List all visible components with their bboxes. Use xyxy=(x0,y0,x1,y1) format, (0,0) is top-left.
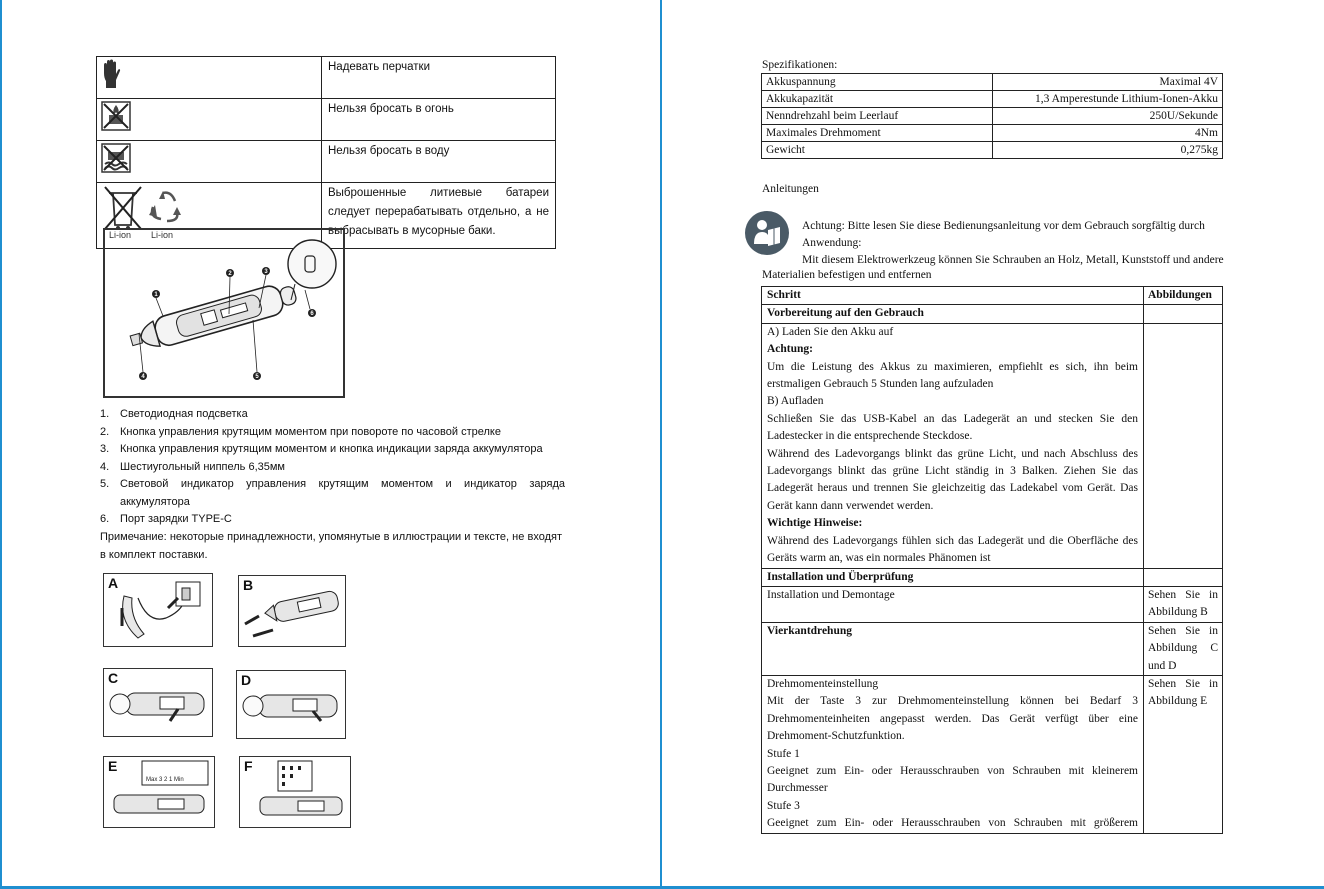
figure-e xyxy=(103,756,215,828)
liion-label: Li-ion xyxy=(151,230,174,239)
list-item: 1. Светодиодная подсветка xyxy=(100,408,248,420)
symbol-row xyxy=(97,141,556,183)
spec-table xyxy=(761,73,1223,159)
step-content: Drehmomenteinstellung Mit der Taste 3 zur Drehmomenteinstellung können bei Bedarf 3 Drehmomenteinheiten angepasst werden. Das Gerät verfügt über eine Drehmoment-Schutzfunktion. Stufe 1 Geeignet zum Ein- oder Herausschrauben von Schrauben mit kleinerem Durchmesser Stufe 3 Geeignet zum Ein- oder Herausschrauben von Schrauben mit größerem xyxy=(762,675,1144,833)
figure-label: D xyxy=(241,672,252,688)
figure-label: A xyxy=(108,575,119,591)
safety-symbols-table xyxy=(96,56,556,249)
symbol-row xyxy=(97,99,556,141)
callout-label: 6 xyxy=(310,311,314,317)
screwdriver-diagram-icon xyxy=(105,230,343,396)
figure-label: B xyxy=(243,577,254,593)
symbol-cell xyxy=(97,141,322,183)
symbol-text: Выброшенные литиевые батареи следует перерабатывать отдельно, а не выбрасывать в мусорные баки. xyxy=(322,183,556,249)
materials-line: Materialien befestigen und entfernen xyxy=(762,269,932,281)
table-row: Gewicht 0,275kg xyxy=(762,142,1223,159)
product-diagram xyxy=(103,228,345,398)
liion-label: Li-ion xyxy=(109,230,132,239)
step-content: Installation und Demontage xyxy=(762,586,1144,622)
symbol-text: Нельзя бросать в воду xyxy=(322,141,556,183)
table-row xyxy=(762,622,1223,675)
symbol-cell xyxy=(97,57,322,99)
figure-label: F xyxy=(244,758,253,774)
callout-label: 5 xyxy=(255,374,259,380)
figure-b xyxy=(238,575,346,647)
glove-icon xyxy=(101,59,121,89)
callout-label: 1 xyxy=(154,292,158,298)
list-item: 5. Световой индикатор управления крутящим моментом и индикатор заряда аккумулятора xyxy=(100,478,565,508)
figure-ref: Sehen Sie in Abbildung C und D xyxy=(1144,622,1223,675)
figure-ref: Sehen Sie in Abbildung B xyxy=(1144,586,1223,622)
bit-insert-figure-icon xyxy=(239,576,345,646)
section-heading: Vorbereitung auf den Gebrauch xyxy=(762,305,1144,323)
figure-label: C xyxy=(108,670,119,686)
table-row: Akkukapazität 1,3 Amperestunde Lithium-Ionen-Akku xyxy=(762,91,1223,108)
table-row xyxy=(762,305,1223,323)
rotation-figure-icon xyxy=(237,671,345,738)
steps-table xyxy=(761,286,1223,834)
step-content: Vierkantdrehung xyxy=(762,622,1144,675)
spec-title: Spezifikationen: xyxy=(762,59,838,71)
table-row: Maximales Drehmoment 4Nm xyxy=(762,125,1223,142)
attention-line: Mit diesem Elektrowerkzeug können Sie Schrauben an Holz, Metall, Kunststoff und andere xyxy=(802,254,1224,266)
symbol-text: Надевать перчатки xyxy=(322,57,556,99)
left-page xyxy=(0,0,661,889)
list-item: 4. Шестиугольный ниппель 6,35мм xyxy=(100,460,285,473)
list-item: 3. Кнопка управления крутящим моментом и кнопка индикации заряда аккумулятора xyxy=(100,443,543,455)
table-row xyxy=(762,323,1223,568)
figure-d xyxy=(236,670,346,739)
column-header: Abbildungen xyxy=(1144,287,1223,305)
no-fire-icon xyxy=(101,101,131,131)
charging-figure-icon xyxy=(104,574,212,646)
no-water-icon xyxy=(101,143,131,173)
symbol-text: Нельзя бросать в огонь xyxy=(322,99,556,141)
attention-line: Achtung: Bitte lesen Sie diese Bedienungsanleitung vor dem Gebrauch sorgfältig durch xyxy=(802,220,1205,232)
symbol-cell xyxy=(97,99,322,141)
figure-a xyxy=(103,573,213,647)
figure-c xyxy=(103,668,213,737)
callout-label: 4 xyxy=(141,374,145,380)
step-content: A) Laden Sie den Akku auf Achtung: Um die Leistung des Akkus zu maximieren, empfiehlt es sich, ihn beim erstmaligen Gebrauch 5 Stunden lang aufzuladen B) Aufladen Schließen Sie das USB-Kabel an das Ladegerät an und stecken Sie den Ladestecker in die entsprechende Steckdose. Während des Ladevorgangs blinkt das grüne Licht, und nach Abschluss des Ladevorgangs blinkt das grüne Licht ständig in 3 Balken. Ziehen Sie das Ladegerät heraus und trennen Sie gleichzeitig das Ladekabel vom Gerät. Das Gerät kann dann verwendet werden. Wichtige Hinweise: Während des Ladevorgangs fühlen sich das Ladegerät und die Oberfläche des Geräts warm an, was ein normales Phänomen ist xyxy=(762,323,1144,568)
torque-setting-figure-icon xyxy=(104,757,214,827)
rotation-figure-icon xyxy=(104,669,212,736)
instructions-heading: Anleitungen xyxy=(762,183,819,195)
column-header: Schritt xyxy=(762,287,1144,305)
figure-ref: Sehen Sie in Abbildung E xyxy=(1144,675,1223,833)
table-row xyxy=(762,586,1223,622)
note-text: Примечание: некоторые принадлежности, упомянутые в иллюстрации и тексте, не входят в комплект поставки. xyxy=(100,531,562,561)
torque-scale-label: Max 3 2 1 Min xyxy=(146,777,184,783)
table-row: Nenndrehzahl beim Leerlauf 250U/Sekunde xyxy=(762,108,1223,125)
attention-line: Anwendung: xyxy=(802,237,862,249)
section-heading: Installation und Überprüfung xyxy=(762,568,1144,586)
table-row: Akkuspannung Maximal 4V xyxy=(762,74,1223,91)
indicator-figure-icon xyxy=(240,757,350,827)
attention-block xyxy=(802,218,1222,269)
read-manual-icon xyxy=(744,210,790,256)
callout-label: 2 xyxy=(228,271,232,277)
parts-list xyxy=(100,406,565,529)
symbol-row xyxy=(97,57,556,99)
table-row xyxy=(762,287,1223,305)
figure-label: E xyxy=(108,758,118,774)
table-row xyxy=(762,675,1223,833)
figure-f xyxy=(239,756,351,828)
table-row xyxy=(762,568,1223,586)
list-item: 2. Кнопка управления крутящим моментом при повороте по часовой стрелке xyxy=(100,425,501,438)
callout-label: 3 xyxy=(264,269,268,275)
list-item: 6. Порт зарядки TYPE-C xyxy=(100,513,232,525)
